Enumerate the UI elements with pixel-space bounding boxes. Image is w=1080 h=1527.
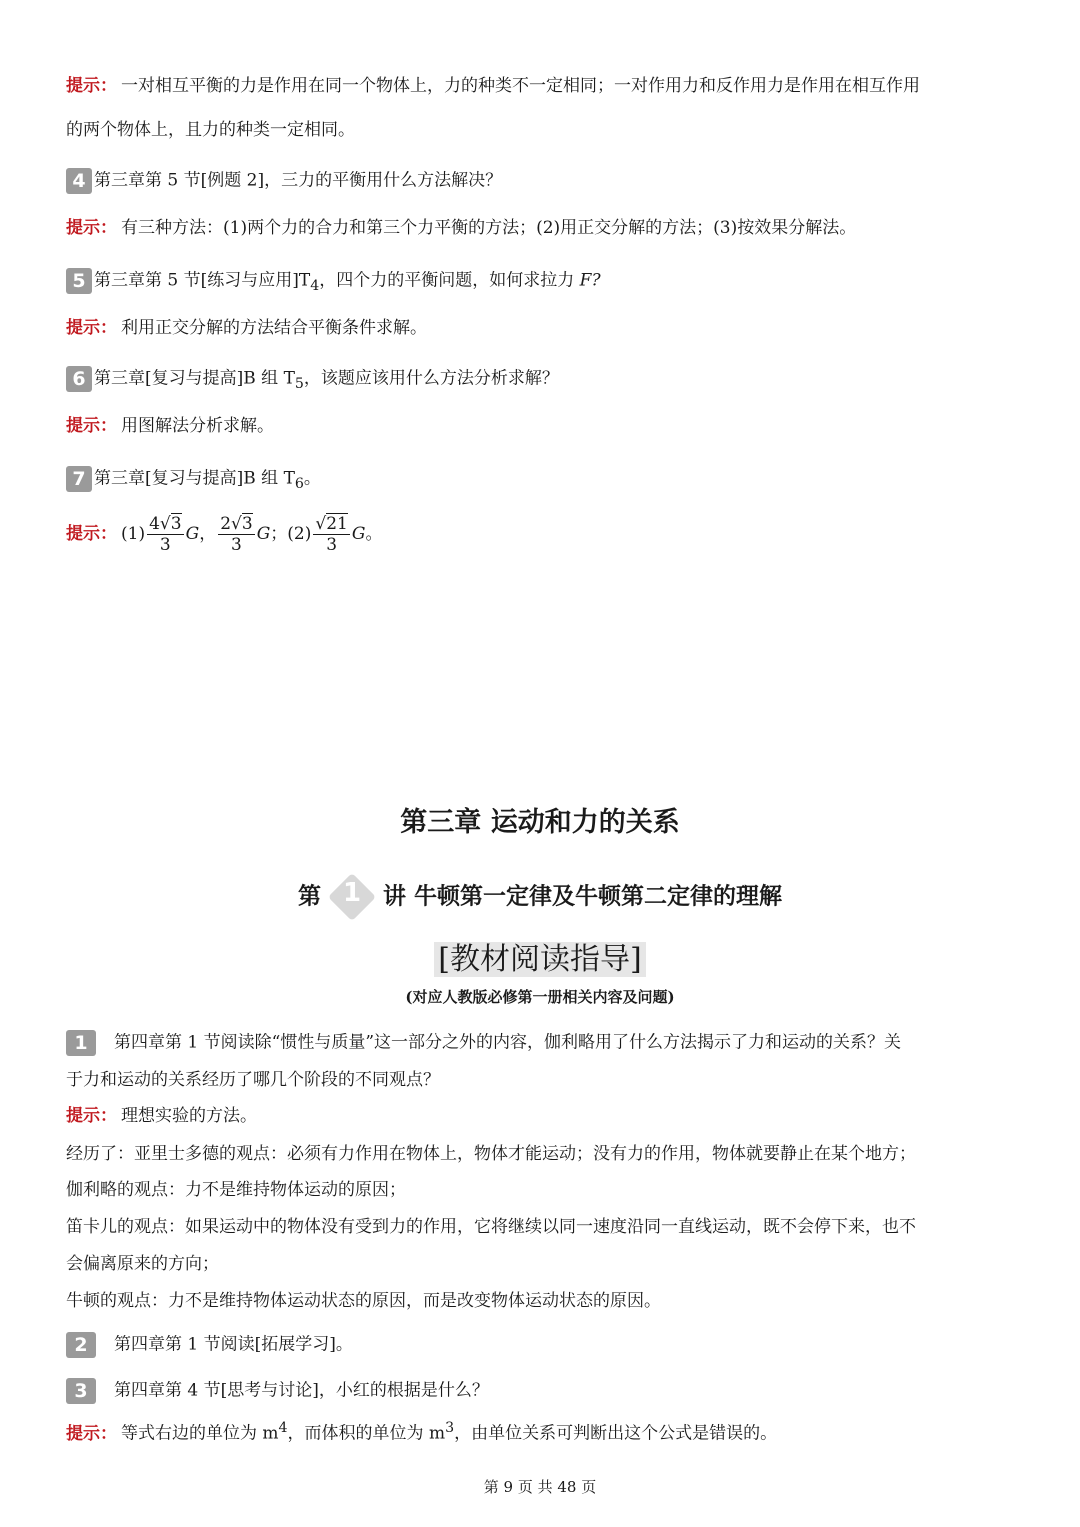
- hint-continuation: 的两个物体上，且力的种类一定相同。: [66, 120, 355, 140]
- lecture-title: [0, 872, 1080, 922]
- hint-label: 提示 ：: [66, 524, 117, 544]
- question-text: 第四章第 1 节阅读除“惯性与质量”这一部分之外的内容，伽利略用了什么方法揭示了力和运动的关系？关: [114, 1032, 902, 1053]
- part-label: (2): [287, 524, 312, 544]
- hint-line: [66, 1104, 257, 1128]
- hint-text: 有三种方法：(1)两个力的合力和第三个力平衡的方法；(2)用正交分解的方法；(3)按效果分解法。: [121, 218, 857, 238]
- question-number-badge: 5: [66, 268, 92, 294]
- hint-line: [66, 414, 274, 438]
- separator: 。: [365, 524, 383, 544]
- paragraph: 伽利略的观点：力不是维持物体运动的原因；: [66, 1180, 406, 1200]
- question-b3: [66, 1378, 489, 1404]
- hint-label: 提示 ：: [66, 1106, 117, 1126]
- paragraph: 经历了：亚里士多德的观点：必须有力作用在物体上，物体才能运动；没有力的作用，物体就要静止在某个地方；: [66, 1144, 916, 1164]
- question-text: 第四章第 4 节[思考与讨论]，小红的根据是什么？: [114, 1380, 489, 1401]
- radicand: 3: [170, 514, 182, 534]
- superscript: 4: [278, 1420, 288, 1436]
- separator: ，: [199, 524, 217, 544]
- question-continuation: 于力和运动的关系经历了哪几个阶段的不同观点？: [66, 1070, 440, 1090]
- hint-label: 提示 ：: [66, 318, 117, 338]
- variable: G: [256, 524, 271, 544]
- coefficient: 2: [220, 514, 232, 534]
- hint-text: 用图解法分析求解。: [121, 416, 274, 436]
- lecture-name: 讲 牛顿第一定律及牛顿第二定律的理解: [382, 883, 782, 910]
- page-footer: 第 9 页 共 48 页: [483, 1478, 597, 1496]
- section-title-text: [教材阅读指导]: [434, 942, 645, 977]
- question-number-badge: 3: [66, 1378, 96, 1404]
- radicand: 3: [241, 514, 253, 534]
- radicand: 21: [326, 514, 348, 534]
- subscript: 6: [294, 475, 304, 492]
- denominator: 3: [326, 535, 338, 555]
- question-text: 第四章第 1 节阅读[拓展学习]。: [114, 1334, 353, 1355]
- separator: ；: [270, 524, 288, 544]
- lecture-prefix: 第: [297, 883, 321, 910]
- question-text: 第三章[复习与提高]B 组 T: [94, 468, 295, 489]
- hint-line: [66, 74, 920, 98]
- variable: F?: [579, 270, 601, 291]
- denominator: 3: [159, 535, 171, 555]
- subscript: 4: [310, 277, 320, 294]
- question-4: [66, 168, 502, 194]
- question-b1: [66, 1030, 901, 1056]
- hint-label: 提示 ：: [66, 1424, 117, 1444]
- paragraph: 笛卡儿的观点：如果运动中的物体没有受到力的作用，它将继续以同一速度沿同一直线运动，既不会停下来，也不: [66, 1217, 916, 1237]
- paragraph: 会偏离原来的方向；: [66, 1254, 219, 1274]
- question-text: ，该题应该用什么方法分析求解？: [303, 368, 559, 389]
- variable: G: [185, 524, 200, 544]
- question-text: 第三章[复习与提高]B 组 T: [94, 368, 295, 389]
- part-label: (1): [121, 524, 146, 544]
- hint-text: 理想实验的方法。: [121, 1106, 257, 1126]
- question-text: 第三章第 5 节[练习与应用]T: [94, 270, 311, 291]
- lecture-number-diamond-icon: [327, 872, 377, 922]
- question-number-badge: 2: [66, 1332, 96, 1358]
- question-text: 。: [303, 468, 321, 489]
- hint-text: ，由单位关系可判断出这个公式是错误的。: [454, 1423, 778, 1444]
- superscript: 3: [445, 1420, 455, 1436]
- hint-line: [66, 1416, 777, 1446]
- hint-text: 等式右边的单位为 m: [121, 1423, 279, 1444]
- fraction: $\frac{2√3}{3}$: [220, 514, 253, 555]
- hint-label: 提示 ：: [66, 76, 117, 96]
- question-number-badge: 7: [66, 466, 92, 492]
- question-number-badge: 6: [66, 366, 92, 392]
- section-subtitle: (对应人教版必修第一册相关内容及问题): [405, 988, 675, 1006]
- question-b2: [66, 1332, 353, 1358]
- question-text: ，四个力的平衡问题，如何求拉力: [319, 270, 580, 291]
- fraction: $\frac{√21}{3}$: [315, 514, 348, 555]
- hint-label: 提示 ：: [66, 218, 117, 238]
- hint-formula-line: [66, 512, 382, 556]
- section-title: [0, 934, 1080, 978]
- question-number-badge: 1: [66, 1030, 96, 1056]
- hint-text: ，而体积的单位为 m: [287, 1423, 446, 1444]
- question-text: 第三章第 5 节[例题 2]，三力的平衡用什么方法解决？: [94, 170, 503, 191]
- subscript: 5: [294, 375, 304, 392]
- hint-line: [66, 316, 427, 340]
- hint-text: 一对相互平衡的力是作用在同一个物体上，力的种类不一定相同；一对作用力和反作用力是作用在相互作用: [121, 76, 920, 96]
- variable: G: [351, 524, 366, 544]
- lecture-number: 1: [342, 878, 362, 908]
- hint-line: [66, 216, 856, 240]
- question-6: [66, 366, 559, 396]
- hint-text: 利用正交分解的方法结合平衡条件求解。: [121, 318, 427, 338]
- fraction: $\frac{4√3}{3}$: [149, 514, 182, 555]
- question-7: [66, 466, 321, 496]
- hint-label: 提示 ：: [66, 416, 117, 436]
- paragraph: 牛顿的观点：力不是维持物体运动状态的原因，而是改变物体运动状态的原因。: [66, 1291, 661, 1311]
- question-5: [66, 268, 601, 298]
- denominator: 3: [231, 535, 242, 555]
- question-number-badge: 4: [66, 168, 92, 194]
- chapter-title: 第三章 运动和力的关系: [400, 807, 680, 838]
- coefficient: 4: [149, 514, 160, 534]
